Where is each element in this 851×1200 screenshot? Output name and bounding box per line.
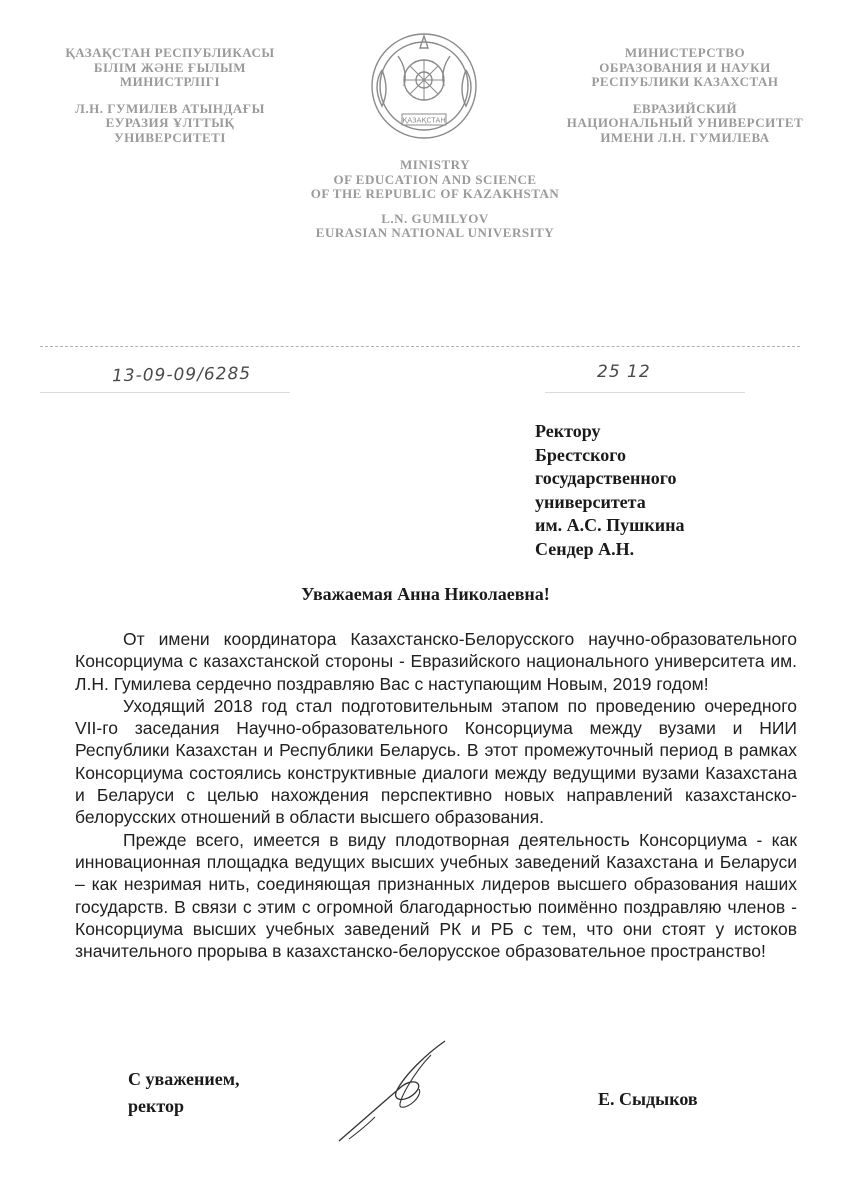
- letterhead-line: OF EDUCATION AND SCIENCE: [333, 171, 537, 187]
- letterhead-line: МИНИСТЕРСТВО: [624, 45, 746, 60]
- letterhead-line: ЕУРАЗИЯ ҰЛТТЫҚ: [105, 115, 235, 131]
- addressee-line: государственного: [535, 468, 677, 488]
- addressee-line: Ректору: [535, 421, 601, 441]
- letterhead-line: L.N. GUMILYOV: [381, 210, 489, 226]
- signatory-name: Е. Сыдыков: [598, 1089, 698, 1109]
- letterhead-line: Л.Н. ГУМИЛЕВ АТЫНДАҒЫ: [75, 100, 265, 116]
- outgoing-number: 13-09-09/6285: [111, 363, 252, 387]
- letter-body: [75, 628, 797, 962]
- salutation: Уважаемая Анна Николаевна!: [301, 584, 550, 604]
- letterhead-kazakh: [40, 46, 300, 145]
- paragraph: От имени координатора Казахстанско-Белорусского научно-образовательного Консорциума с казахстанской стороны - Евразийского национального университета им. Л.Н. Гумилева сердечно поздравляю Вас с наступающим Новым, 2019 годом!: [75, 629, 797, 694]
- letterhead-line: EURASIAN NATIONAL UNIVERSITY: [315, 225, 555, 241]
- letterhead-line: MINISTRY: [400, 157, 470, 172]
- number-underline: [40, 392, 290, 393]
- closing-regards: С уважением,: [128, 1069, 240, 1089]
- letterhead-line: МИНИСТРЛІГІ: [119, 74, 221, 90]
- closing-position: ректор: [128, 1096, 184, 1116]
- addressee-line: им. А.С. Пушкина: [535, 515, 685, 535]
- handwritten-signature: [335, 1035, 485, 1145]
- letterhead-divider: [40, 346, 800, 347]
- closing-block: [128, 1066, 240, 1120]
- letterhead-line: ОБРАЗОВАНИЯ И НАУКИ: [599, 59, 771, 75]
- state-emblem: [368, 30, 480, 142]
- emblem-text: ҚАЗАҚСТАН: [402, 116, 446, 125]
- addressee-line: Сендер А.Н.: [535, 538, 635, 559]
- letterhead-line: УНИВЕРСИТЕТІ: [114, 129, 226, 145]
- letterhead-line: ҚАЗАҚСТАН РЕСПУБЛИКАСЫ: [65, 45, 275, 60]
- letterhead-line: НАЦИОНАЛЬНЫЙ УНИВЕРСИТЕТ: [566, 115, 804, 131]
- letterhead-line: ЕВРАЗИЙСКИЙ: [632, 100, 738, 116]
- addressee-line: университета: [535, 491, 646, 512]
- letterhead-english: [280, 158, 590, 241]
- paragraph: Прежде всего, имеется в виду плодотворная деятельность Консорциума - как инновационная площадка ведущих высших учебных заведений Казахстана и Беларуси – как незримая нить, соединяющая признанных лидеров высшего образования наших государств. В связи с этим с огромной благодарностью поимённо поздравляю членов - Консорциума высших учебных заведений РК и РБ с тем, что они стоят у истоков значительного прорыва в казахстанско-белорусское образовательное пространство!: [75, 829, 797, 962]
- letterhead-line: БІЛІМ ЖӘНЕ ҒЫЛЫМ: [93, 59, 247, 75]
- letterhead-line: РЕСПУБЛИКИ КАЗАХСТАН: [591, 74, 779, 90]
- outgoing-date: 25 12: [597, 362, 651, 382]
- letterhead-line: OF THE REPUBLIC OF KAZAKHSTAN: [310, 186, 560, 202]
- paragraph: Уходящий 2018 год стал подготовительным этапом по проведению очередного VII-го заседания Научно-образовательного Консорциума между вузами и НИИ Республики Казахстан и Республики Беларусь. В этот промежуточный период в рамках Консорциума состоялись конструктивные диалоги между ведущими вузами Казахстана и Беларуси с целью нахождения перспективно новых направлений казахстанско-белорусских отношений в области высшего образования.: [75, 695, 797, 828]
- letterhead-russian: [555, 46, 815, 145]
- letterhead-line: ИМЕНИ Л.Н. ГУМИЛЕВА: [600, 129, 770, 145]
- addressee-line: Брестского: [535, 444, 627, 465]
- addressee-block: [535, 420, 684, 561]
- date-underline: [545, 392, 745, 393]
